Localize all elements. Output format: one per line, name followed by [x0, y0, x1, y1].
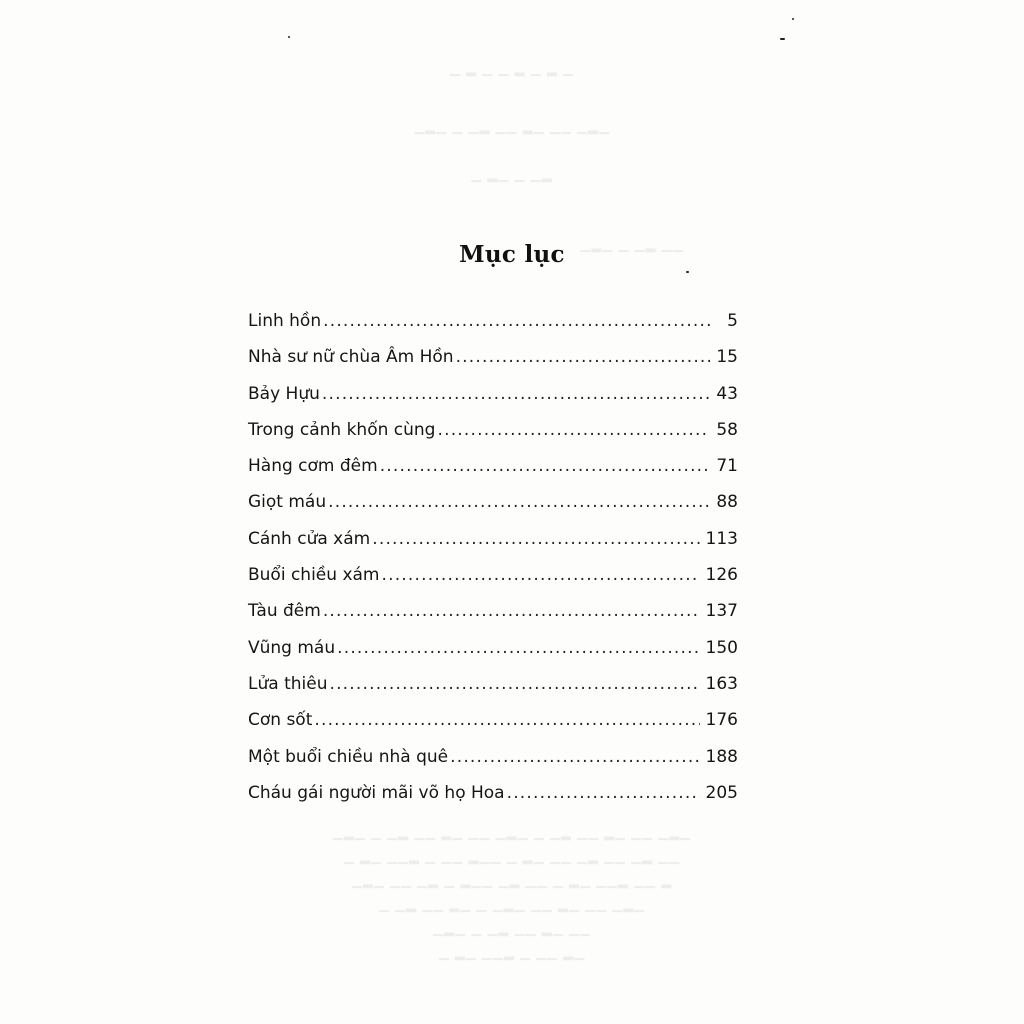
- toc-entry: [248, 529, 738, 565]
- dot-leader: [372, 529, 699, 549]
- toc-entry-title: Linh hồn: [248, 311, 322, 331]
- toc-entry-page-number: 205: [705, 782, 738, 803]
- show-through-line: ▁▂▁ ▁ ▁▂ ▁▁ ▂▁ ▁▁ ▁▂▁: [414, 120, 610, 135]
- toc-entry: [248, 638, 738, 674]
- toc-entry-page-number: 71: [716, 456, 738, 477]
- dot-leader: [323, 311, 710, 331]
- dot-leader: [329, 674, 699, 694]
- toc-entry-page-number: 176: [705, 710, 738, 731]
- show-through-line: ▁ ▂▁ ▁ ▁▂: [471, 168, 553, 183]
- toc-entry: [248, 420, 738, 456]
- show-through-line: ▁▂▁ ▁ ▁▂ ▁▁ ▂▁ ▁▁: [433, 922, 591, 937]
- toc-entry: [248, 311, 738, 347]
- toc-entry-page-number: 113: [705, 528, 738, 549]
- toc-entry-title: Lửa thiêu: [248, 673, 328, 694]
- toc-entry-page-number: 137: [705, 601, 738, 622]
- dot-leader: [437, 420, 710, 440]
- toc-entry-title: Buổi chiều xám: [248, 565, 380, 586]
- toc-entry-title: Giọt máu: [248, 492, 327, 513]
- show-through-line: ▁ ▂ ▁ ▁ ▂ ▁ ▂ ▁: [450, 62, 574, 77]
- toc-entry-page-number: 188: [705, 746, 738, 767]
- toc-entry-page-number: 43: [716, 383, 738, 404]
- table-of-contents: [248, 311, 738, 819]
- dot-leader: [380, 456, 710, 476]
- toc-entry: [248, 565, 738, 601]
- show-through-line: ▁ ▂▁ ▁▁▂ ▁ ▁▁ ▂▁: [438, 946, 586, 961]
- toc-entry-title: Cánh cửa xám: [248, 528, 371, 549]
- dust-speck: [792, 18, 794, 20]
- toc-entry: [248, 783, 738, 819]
- toc-entry-title: Vũng máu: [248, 637, 336, 658]
- toc-entry-page-number: 126: [705, 565, 738, 586]
- toc-entry: [248, 747, 738, 783]
- toc-entry-page-number: 163: [705, 673, 738, 694]
- show-through-line: ▁▂▁ ▁ ▁▂ ▁▁ ▂▁ ▁▁ ▁▂▁ ▁ ▁▂ ▁▁ ▂▁ ▁▁ ▁▂▁: [332, 826, 692, 841]
- toc-entry-page-number: 58: [716, 419, 738, 440]
- toc-entry-page-number: 150: [705, 637, 738, 658]
- page-title: Mục lục: [459, 241, 565, 269]
- toc-entry-title: Cơn sốt: [248, 710, 313, 731]
- toc-entry: [248, 601, 738, 637]
- show-through-line: ▁ ▂▁ ▁▁▂ ▁ ▁▁ ▂▁▁ ▁ ▂▁ ▁▁ ▁▂ ▁▁ ▁▂ ▁▁: [343, 850, 681, 865]
- toc-entry-title: Hàng cơm đêm: [248, 456, 378, 477]
- toc-entry: [248, 674, 738, 710]
- toc-entry-title: Một buổi chiều nhà quê: [248, 746, 449, 767]
- dust-speck: [780, 38, 785, 40]
- toc-entry: [248, 384, 738, 420]
- dot-leader: [456, 347, 710, 367]
- toc-entry-page-number: 88: [716, 492, 738, 513]
- dot-leader: [337, 638, 699, 658]
- dust-speck: [288, 36, 290, 38]
- show-through-line: ▁▂▁ ▁ ▁▂ ▁▁: [580, 238, 684, 253]
- toc-entry-title: Bảy Hựu: [248, 383, 320, 404]
- toc-entry-page-number: 15: [716, 347, 738, 368]
- toc-entry: [248, 456, 738, 492]
- toc-entry-title: Nhà sư nữ chùa Âm Hồn: [248, 347, 454, 368]
- toc-entry-title: Tàu đêm: [248, 601, 321, 622]
- dot-leader: [381, 565, 699, 585]
- toc-entry: [248, 710, 738, 746]
- dot-leader: [328, 492, 710, 512]
- toc-entry: [248, 492, 738, 528]
- toc-entry-title: Cháu gái người mãi võ họ Hoa: [248, 782, 505, 803]
- toc-entry: [248, 347, 738, 383]
- show-through-line: ▁▂▁ ▁▁ ▁▂ ▁ ▂▁▁ ▁▂ ▁▁ ▁ ▂▁ ▁▁▂ ▁▁ ▂: [351, 874, 673, 889]
- toc-entry-page-number: 5: [727, 311, 738, 331]
- dust-speck: [686, 271, 689, 273]
- dot-leader: [507, 783, 700, 803]
- dot-leader: [322, 384, 710, 404]
- dot-leader: [314, 710, 699, 730]
- show-through-line: ▁ ▁▂ ▁▁ ▂▁ ▁ ▁▂▁ ▁▁ ▂▁ ▁▁ ▁▂▁: [378, 898, 646, 913]
- dot-leader: [323, 601, 700, 621]
- toc-entry-title: Trong cảnh khốn cùng: [248, 419, 436, 440]
- dot-leader: [450, 747, 699, 767]
